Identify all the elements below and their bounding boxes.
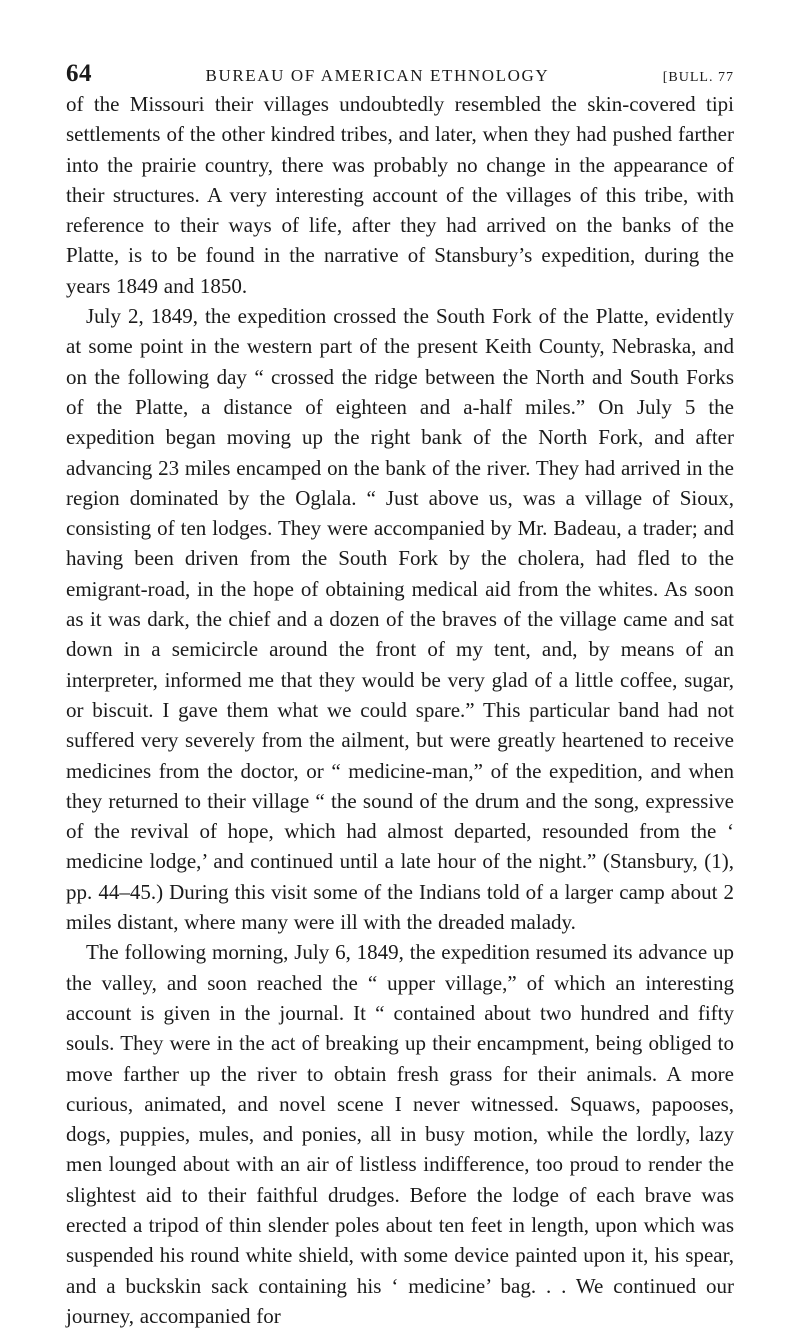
running-head — [66, 60, 734, 87]
running-title: BUREAU OF AMERICAN ETHNOLOGY — [205, 66, 550, 85]
bulletin-reference: [BULL. 77 — [662, 70, 734, 85]
paragraph-july-2: July 2, 1849, the expedition crossed the South Fork of the Platte, evidently at some point in the western part of the present Keith County, Nebraska, and on the following day “ crossed the ridge between the North and South Forks of the Platte, a distance of eighteen and a-half miles.” On July 5 the expedition began moving up the right bank of the North Fork, and after advancing 23 miles encamped on the bank of the river. They had arrived in the region dominated by the Oglala. “ Just above us, was a village of Sioux, consisting of ten lodges. They were accompanied by Mr. Badeau, a trader; and having been driven from the South Fork by the cholera, had fled to the emigrant-road, in the hope of obtaining medical aid from the whites. As soon as it was dark, the chief and a dozen of the braves of the village came and sat down in a semicircle around the front of my tent, and, by means of an interpreter, informed me that they would be very glad of a little coffee, sugar, or biscuit. I gave them what we could spare.” This particular band had not suffered very severely from the ailment, but were greatly heartened to receive medicines from the doctor, or “ medicine-man,” of the expedition, and when they returned to their village “ the sound of the drum and the song, expressive of the revival of hope, which had almost departed, resounded from the ‘ medicine lodge,’ and continued until a late hour of the night.” (Stansbury, (1), pp. 44–45.) During this visit some of the Indians told of a larger camp about 2 miles distant, where many were ill with the dreaded malady. — [66, 304, 734, 935]
paragraph-continuation: of the Missouri their villages undoubtedly resembled the skin-covered tipi settlements of the other kindred tribes, and later, when they had pushed farther into the prairie country, there was probably no change in the appearance of their structures. A very interesting account of the villages of this tribe, with reference to their ways of life, after they had arrived on the banks of the Platte, is to be found in the narrative of Stansbury’s expedition, during the years 1849 and 1850. — [66, 92, 734, 298]
paragraph-july-6: The following morning, July 6, 1849, the expedition resumed its advance up the valley, and soon reached the “ upper village,” of which an interesting account is given in the journal. It “ contained about two hundred and fifty souls. They were in the act of breaking up their encampment, being obliged to move farther up the river to obtain fresh grass for their animals. A more curious, animated, and novel scene I never witnessed. Squaws, papooses, dogs, puppies, mules, and ponies, all in busy motion, while the lordly, lazy men lounged about with an air of listless indifference, too proud to render the slightest aid to their faithful drudges. Before the lodge of each brave was erected a tripod of thin slender poles about ten feet in length, upon which was suspended his round white shield, with some device painted upon it, his spear, and a buckskin sack containing his ‘ medicine’ bag. . . We continued our journey, accompanied for — [66, 940, 734, 1328]
body-text — [66, 89, 734, 1331]
page-number: 64 — [66, 60, 92, 87]
